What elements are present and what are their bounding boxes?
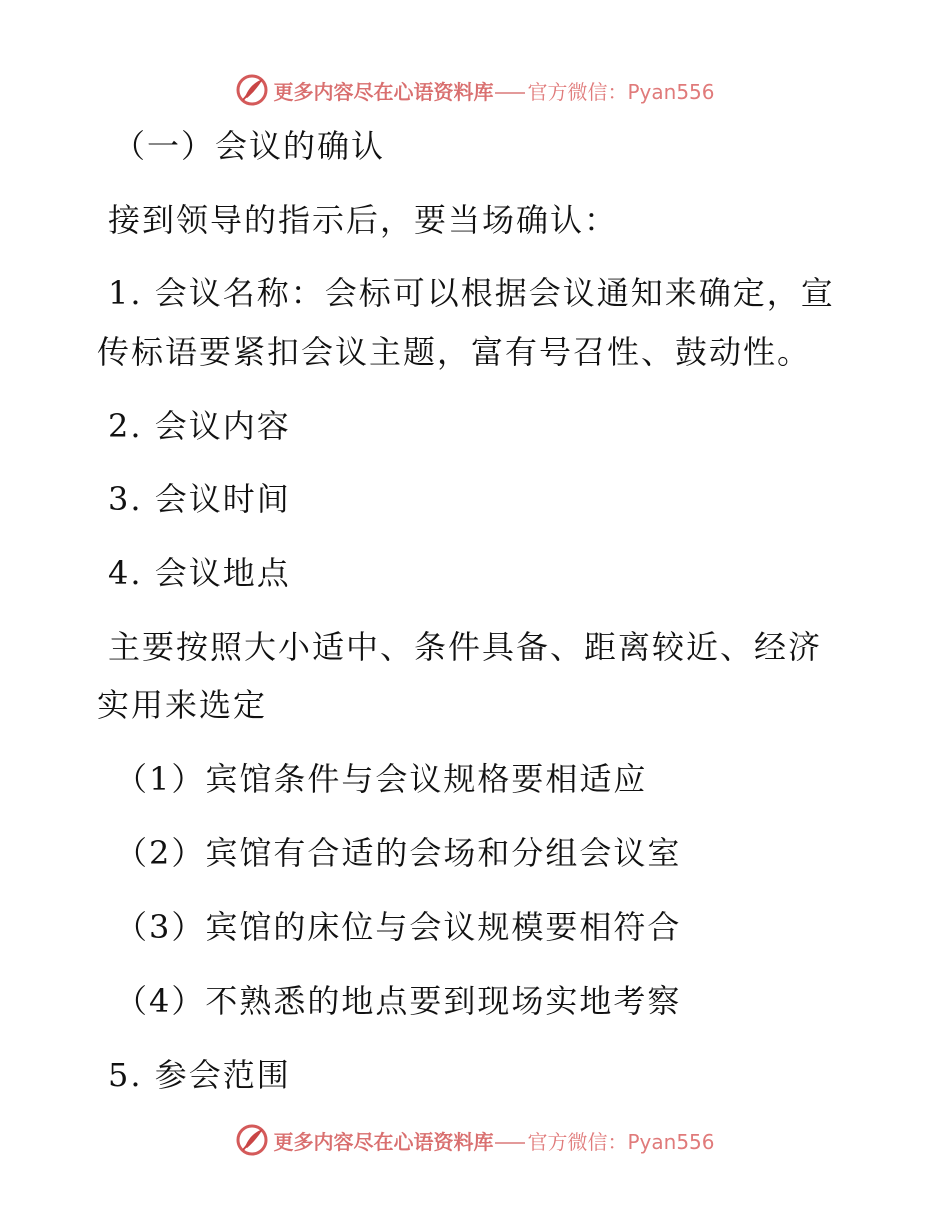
criteria-line-2: 实用来选定 [97, 686, 268, 724]
banner-brand: 更多内容尽在心语资料库 [273, 1129, 494, 1154]
list-item-4: 4. 会议地点 [108, 554, 291, 592]
header-banner [0, 70, 950, 110]
sub-item-2: （2）宾馆有合适的会场和分组会议室 [115, 834, 682, 872]
banner-dash [495, 1142, 525, 1144]
list-item-1-line-1: 1. 会议名称：会标可以根据会议通知来确定，宣 [108, 274, 835, 312]
sub-item-4: （4）不熟悉的地点要到现场实地考察 [115, 982, 682, 1020]
banner-wechat-label: 官方微信： [527, 79, 628, 104]
banner-wechat-label: 官方微信： [527, 1129, 628, 1154]
banner-wechat-id: Pyan556 [627, 1129, 715, 1154]
footer-banner [0, 1120, 950, 1160]
list-item-5: 5. 参会范围 [108, 1056, 291, 1094]
banner-dash [495, 92, 525, 94]
intro-text: 接到领导的指示后，要当场确认： [108, 201, 619, 239]
footer-banner-text [273, 1126, 714, 1155]
sub-item-1: （1）宾馆条件与会议规格要相适应 [115, 760, 648, 798]
banner-wechat-id: Pyan556 [627, 79, 715, 104]
sub-item-3: （3）宾馆的床位与会议规模要相符合 [115, 908, 682, 946]
banner-brand: 更多内容尽在心语资料库 [273, 79, 494, 104]
list-item-1-line-2: 传标语要紧扣会议主题，富有号召性、鼓动性。 [97, 333, 812, 371]
list-item-3: 3. 会议时间 [108, 480, 291, 518]
header-banner-text [273, 76, 714, 105]
feather-logo-icon [235, 73, 269, 107]
section-heading: （一）会议的确认 [113, 127, 386, 165]
feather-logo-icon [235, 1123, 269, 1157]
criteria-line-1: 主要按照大小适中、条件具备、距离较近、经济 [108, 628, 823, 666]
list-item-2: 2. 会议内容 [108, 407, 291, 445]
